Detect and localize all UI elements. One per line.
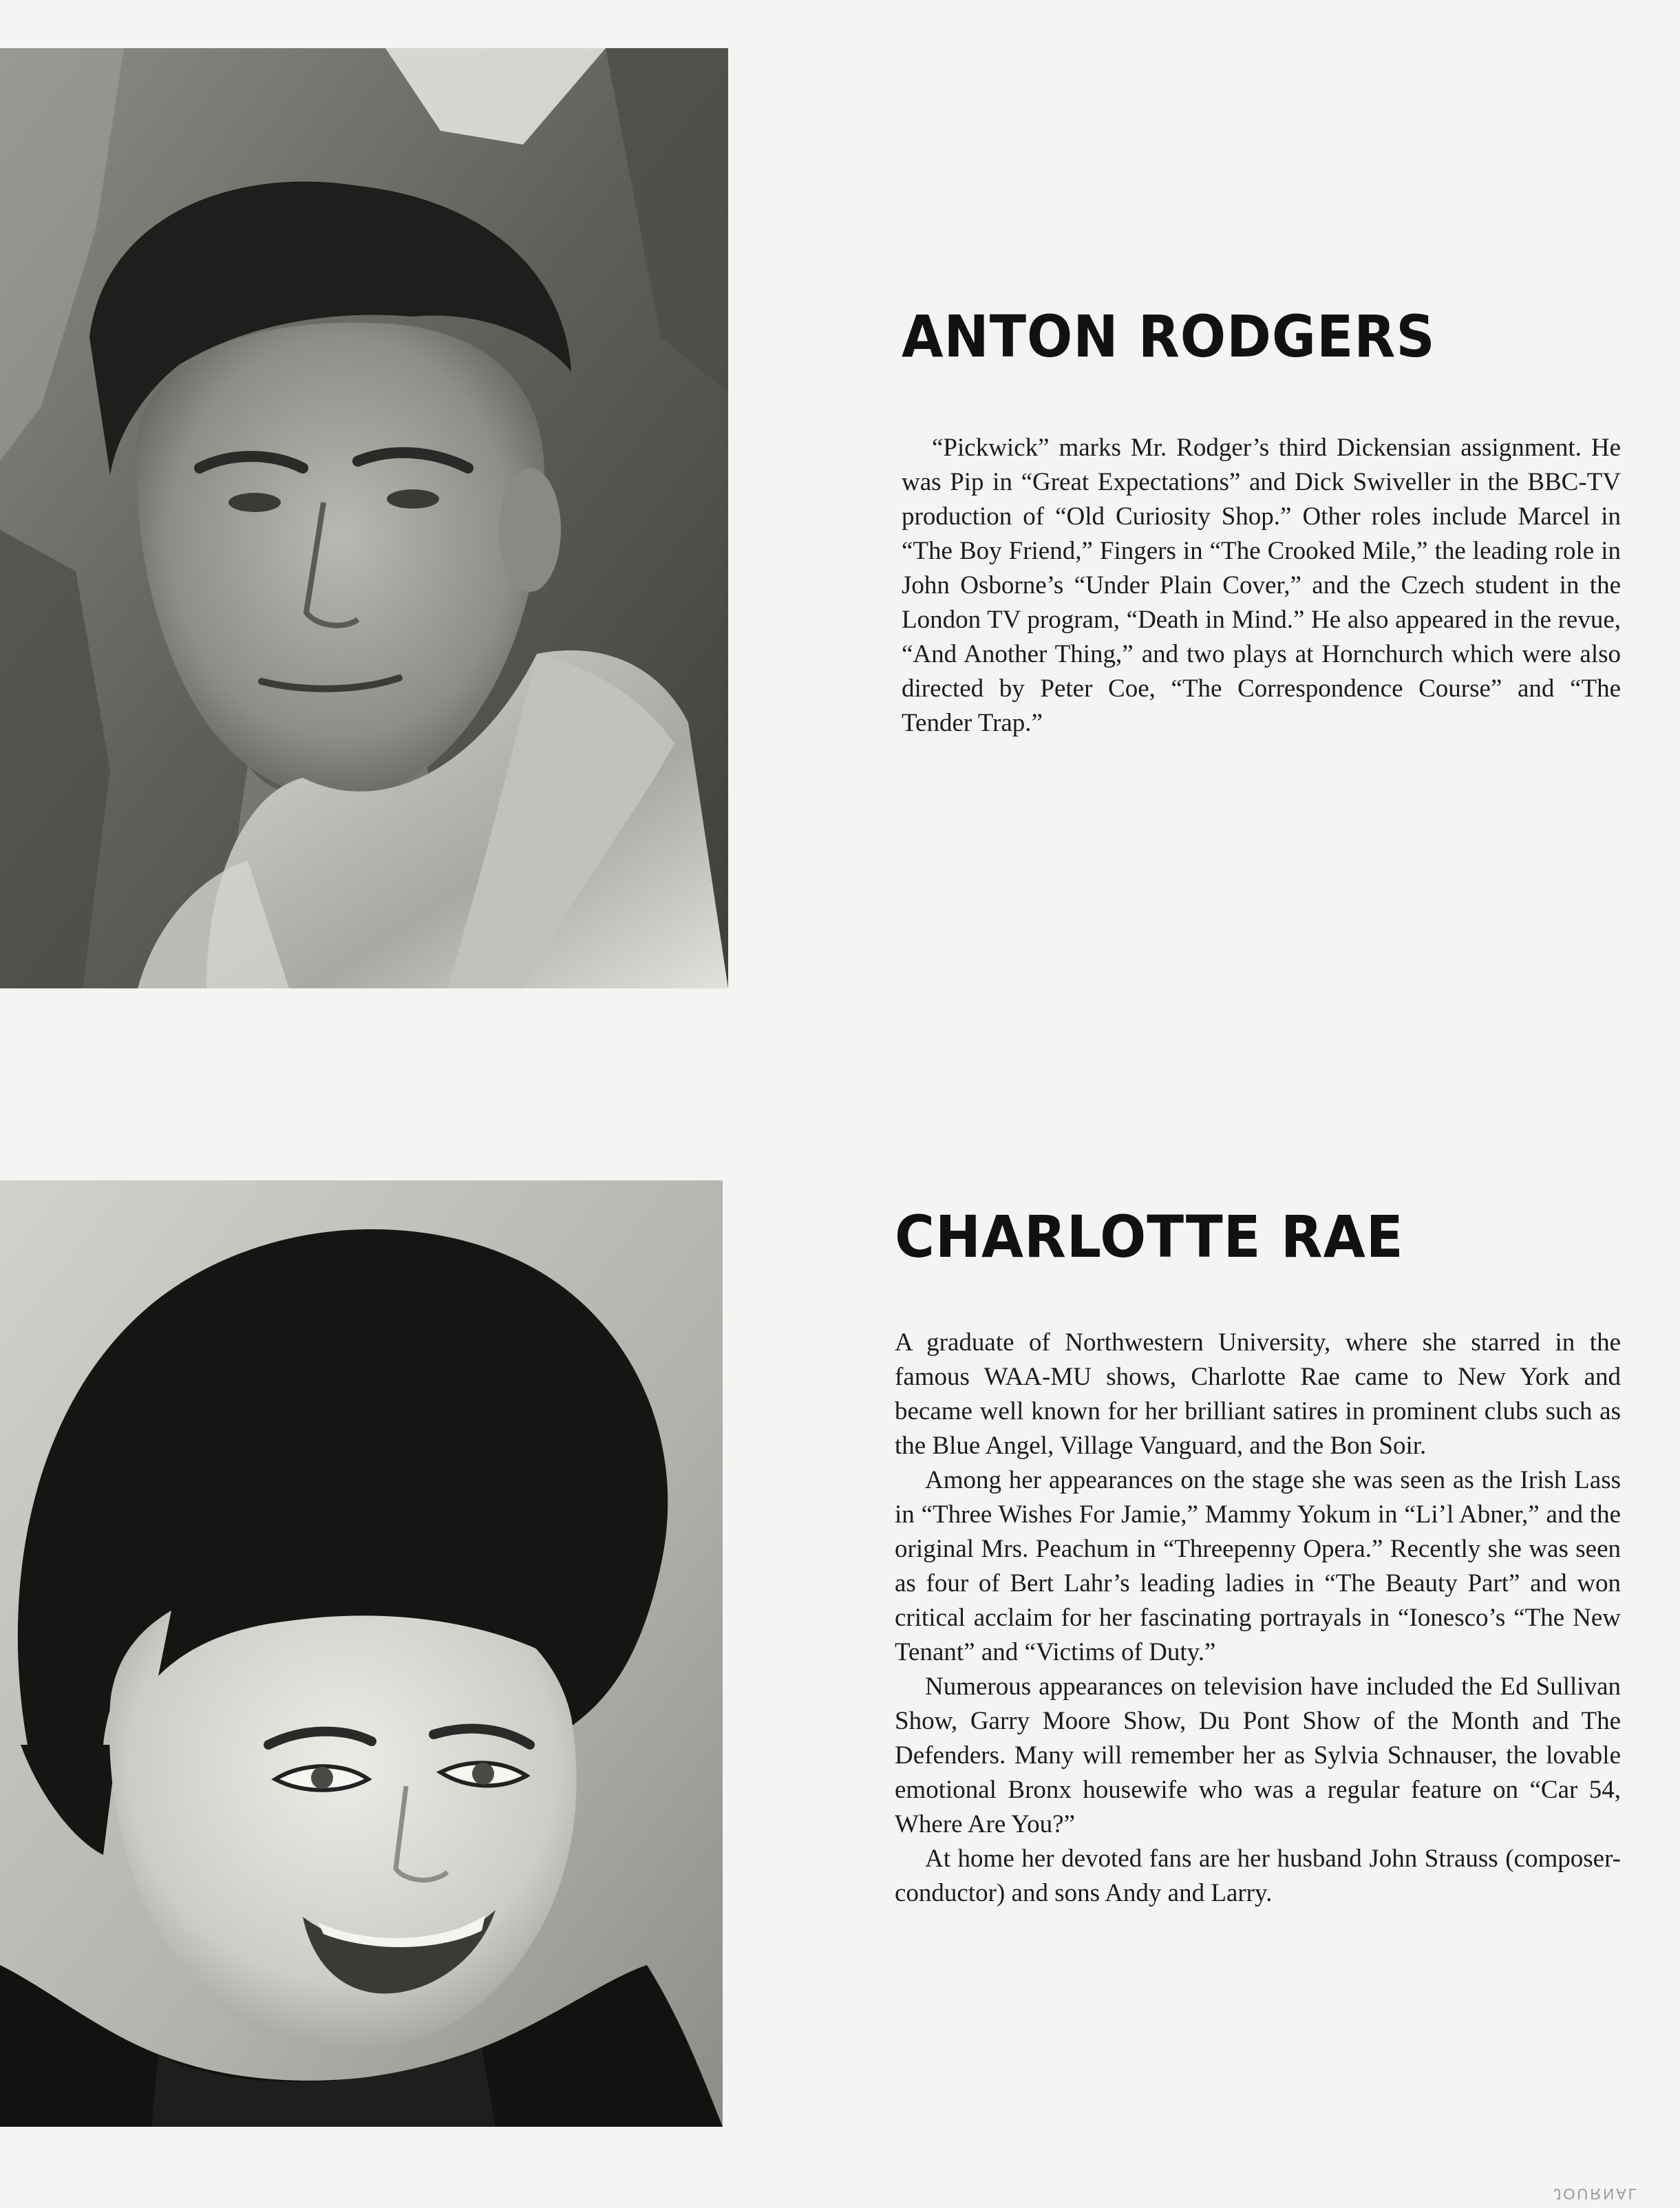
portrait-charlotte-rae-image bbox=[0, 1180, 723, 2127]
portrait-anton-rodgers-image bbox=[0, 48, 728, 988]
bio-charlotte-rae bbox=[895, 1326, 1621, 1911]
portrait-anton-rodgers bbox=[0, 48, 728, 988]
page-footer-mark: JOURNAL bbox=[1553, 2185, 1639, 2202]
bio-charlotte-rae-paragraph-4: At home her devoted fans are her husband John Strauss (composer-conductor) and sons Andy and Larry. bbox=[895, 1845, 1621, 1907]
bio-charlotte-rae-paragraph-1: A graduate of Northwestern University, where she starred in the famous WAA-MU shows, Charlotte Rae came to New York and became well known for her brilliant satires in prominent clubs such as the Blue Angel, Village Vanguard, and the Bon Soir. bbox=[895, 1328, 1621, 1460]
portrait-charlotte-rae bbox=[0, 1180, 723, 2127]
bio-charlotte-rae-paragraph-3: Numerous appearances on television have included the Ed Sullivan Show, Garry Moore Show, Du Pont Show of the Month and The Defenders. Many will remember her as Sylvia Schnauser, the lovable emotional Bronx housewife who was a regular feature on “Car 54, Where Are You?” bbox=[895, 1673, 1621, 1838]
bio-anton-rodgers-paragraph: “Pickwick” marks Mr. Rodger’s third Dickensian assignment. He was Pip in “Great Expectations” and Dick Swiveller in the BBC-TV production of “Old Curiosity Shop.” Other roles include Marcel in “The Boy Friend,” Fingers in “The Crooked Mile,” the leading role in John Osborne’s “Under Plain Cover,” and the Czech student in the London TV program, “Death in Mind.” He also appeared in the revue, “And Another Thing,” and two plays at Hornchurch which were also directed by Peter Coe, “The Correspondence Course” and “The Tender Trap.” bbox=[902, 434, 1621, 737]
name-anton-rodgers: ANTON RODGERS bbox=[902, 303, 1436, 370]
name-charlotte-rae: CHARLOTTE RAE bbox=[895, 1203, 1404, 1271]
bio-charlotte-rae-paragraph-2: Among her appearances on the stage she was seen as the Irish Lass in “Three Wishes For Jamie,” Mammy Yokum in “Li’l Abner,” and the original Mrs. Peachum in “Threepenny Opera.” Recently she was seen as four of Bert Lahr’s leading ladies in “The Beauty Part” and won critical acclaim for her fascinating portrayals in “Ionesco’s “The New Tenant” and “Victims of Duty.” bbox=[895, 1466, 1621, 1666]
bio-anton-rodgers bbox=[902, 431, 1621, 741]
